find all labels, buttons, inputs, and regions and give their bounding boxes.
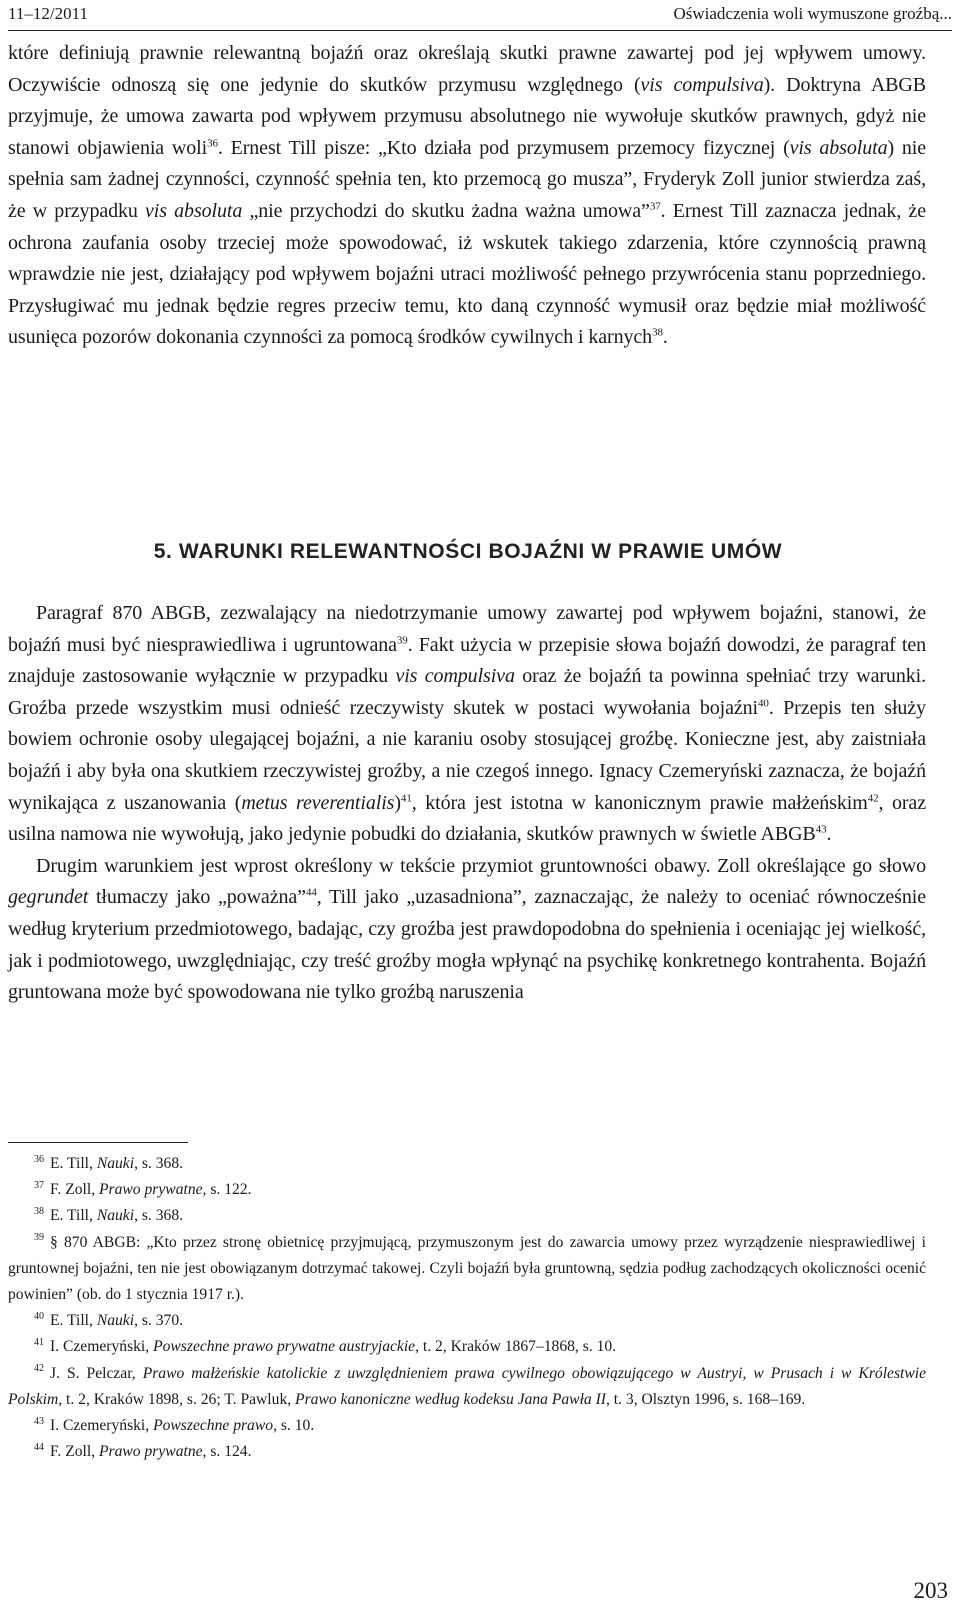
footnote-ref-38[interactable]: 38 xyxy=(652,326,663,339)
footnote-ref-40[interactable]: 40 xyxy=(758,697,769,710)
footnote-39: $^{39}$ § 870 ABGB: „Kto przez stronę obietnicę przyjmującą, przymuszonym jest do zawarcia umowy przez wyrządzenie niesprawiedliwej i gruntownej bojaźni, ten nie jest obowiązanym dotrzymać takowej. Czyli bojaźń była gruntowną, sędzia podług zachodzących okoliczności ocenić powinien” (ob. do 1 stycznia 1917 r.). xyxy=(8,1232,926,1304)
footnote-42: $^{42}$ J. S. Pelczar, Prawo małżeńskie katolickie z uwzględnieniem prawa cywilnego obowiązującego w Austryi, w Prusach i w Królestwie Polskim, t. 2, Kraków 1898, s. 26; T. Pawluk, Prawo kanoniczne według kodeksu Jana Pawła II, t. 3, Olsztyn 1996, s. 168–169. xyxy=(8,1363,927,1408)
running-header xyxy=(8,4,952,26)
footnote-43: $^{43}$ I. Czemeryński, Powszechne prawo, s. 10. xyxy=(34,1415,315,1435)
footnote-36: $^{36}$ E. Till, Nauki, s. 368. xyxy=(34,1153,184,1172)
footnote-40: $^{40}$ E. Till, Nauki, s. 370. xyxy=(34,1311,184,1330)
footnote-38: $^{38}$ E. Till, Nauki, s. 368. xyxy=(34,1206,184,1225)
footnote-37: $^{37}$ F. Zoll, Prawo prywatne, s. 122. xyxy=(34,1180,252,1199)
page-number: 203 xyxy=(913,1578,948,1603)
paragraph-3: Drugim warunkiem jest wprost określony w tekście przymiot gruntowności obawy. Zoll określające go słowo gegrundet tłumaczy jako „poważna”$^{44}$, Till jako „uzasadniona”, zaznaczając, że należy to oceniać równocześnie według kryterium przedmiotowego, badając, czy groźba jest prawdopodobna do spełnienia i oceniając jej wielkość, jak i podmiotowego, uwzględniając, czy treść groźby mogła wpłynąć na psychikę konkretnego kontrahenta. Bojaźń gruntowana może być spowodowana nie tylko groźbą naruszenia xyxy=(8,854,926,1004)
paragraph-1: które definiują prawnie relewantną bojaźń oraz określają skutki prawne zawartej pod jej wpływem umowy. Oczywiście odnoszą się one jedynie do skutków przymusu względnego (vis compulsiva). Doktryna ABGB przyjmuje, że umowa zawarta pod wpływem przymusu absolutnego nie wywołuje skutków prawnych, gdyż nie stanowi objawienia woli$^{36}$. Ernest Till pisze: „Kto działa pod przymusem przemocy fizycznej (vis absoluta) nie spełnia sam żadnej czynności, czynność spełnia ten, kto przemocą go musza”, Fryderyk Zoll junior stwierdza zaś, że w przypadku vis absoluta „nie przychodzi do skutku żadna ważna umowa”$^{37}$. Ernest Till zaznacza jednak, że ochrona zaufania osoby trzeciej może spowodować, iż wskutek takiego zdarzenia, które czynnością prawną wprawdzie nie jest, działający pod wpływem bojaźni utraci możliwość pełnego przywrócenia stanu poprzedniego. Przysługiwać mu jednak będzie regres przeciw temu, kto daną czynność wymusił oraz będzie miał możliwość usunięca pozorów dokonania czynności za pomocą środków cywilnych i karnych$^{38}$. xyxy=(8,42,926,349)
footnote-ref-36[interactable]: 36 xyxy=(207,137,218,150)
footnote-44: $^{44}$ F. Zoll, Prawo prywatne, s. 124. xyxy=(34,1442,252,1461)
header-title: Oświadczenia woli wymuszone groźbą... xyxy=(673,4,952,23)
footnote-rule xyxy=(8,1142,188,1143)
footnote-ref-41[interactable]: 41 xyxy=(400,791,412,804)
footnote-ref-43[interactable]: 43 xyxy=(815,823,827,836)
footnote-ref-44[interactable]: 44 xyxy=(305,886,317,899)
footnote-ref-39[interactable]: 39 xyxy=(396,633,408,646)
paragraph-2: Paragraf 870 ABGB, zezwalający na niedotrzymanie umowy zawartej pod wpływem bojaźni, stanowi, że bojaźń musi być niesprawiedliwa i ugruntowana$^{39}$. Fakt użycia w przepisie słowa bojaźń dowodzi, że paragraf ten znajduje zastosowanie wyłącznie w przypadku vis compulsiva oraz że bojaźń ta powinna spełniać trzy warunki. Groźba przede wszystkim musi odnieść rzeczywisty skutek w postaci wywołania bojaźni$^{40}$. Przepis ten służy bowiem ochronie osoby ulegającej bojaźni, a nie karaniu osoby stosującej groźbę. Konieczne jest, aby zaistniała bojaźń i aby była ona skutkiem rzeczywistej groźby, a nie czegoś innego. Ignacy Czemeryński zaznacza, że bojaźń wynikająca z uszanowania (metus reverentialis)$^{41}$, która jest istotna w kanonicznym prawie małżeńskim$^{42}$, oraz usilna namowa nie wywołują, jako jedynie pobudki do działania, skutków prawnych w świetle ABGB$^{43}$. xyxy=(8,602,926,846)
footnotes xyxy=(8,1151,926,1465)
footnote-41: $^{41}$ I. Czemeryński, Powszechne prawo prywatne austryjackie, t. 2, Kraków 1867–1868, s. 10. xyxy=(34,1337,617,1356)
header-rule xyxy=(8,30,952,31)
section-heading: 5. WARUNKI RELEWANTNOŚCI BOJAŹNI W PRAWIE UMÓW xyxy=(153,540,783,563)
footnote-ref-42[interactable]: 42 xyxy=(867,791,879,804)
footnote-ref-37[interactable]: 37 xyxy=(649,200,661,213)
header-issue: 11–12/2011 xyxy=(8,4,88,23)
main-text xyxy=(8,598,926,1009)
